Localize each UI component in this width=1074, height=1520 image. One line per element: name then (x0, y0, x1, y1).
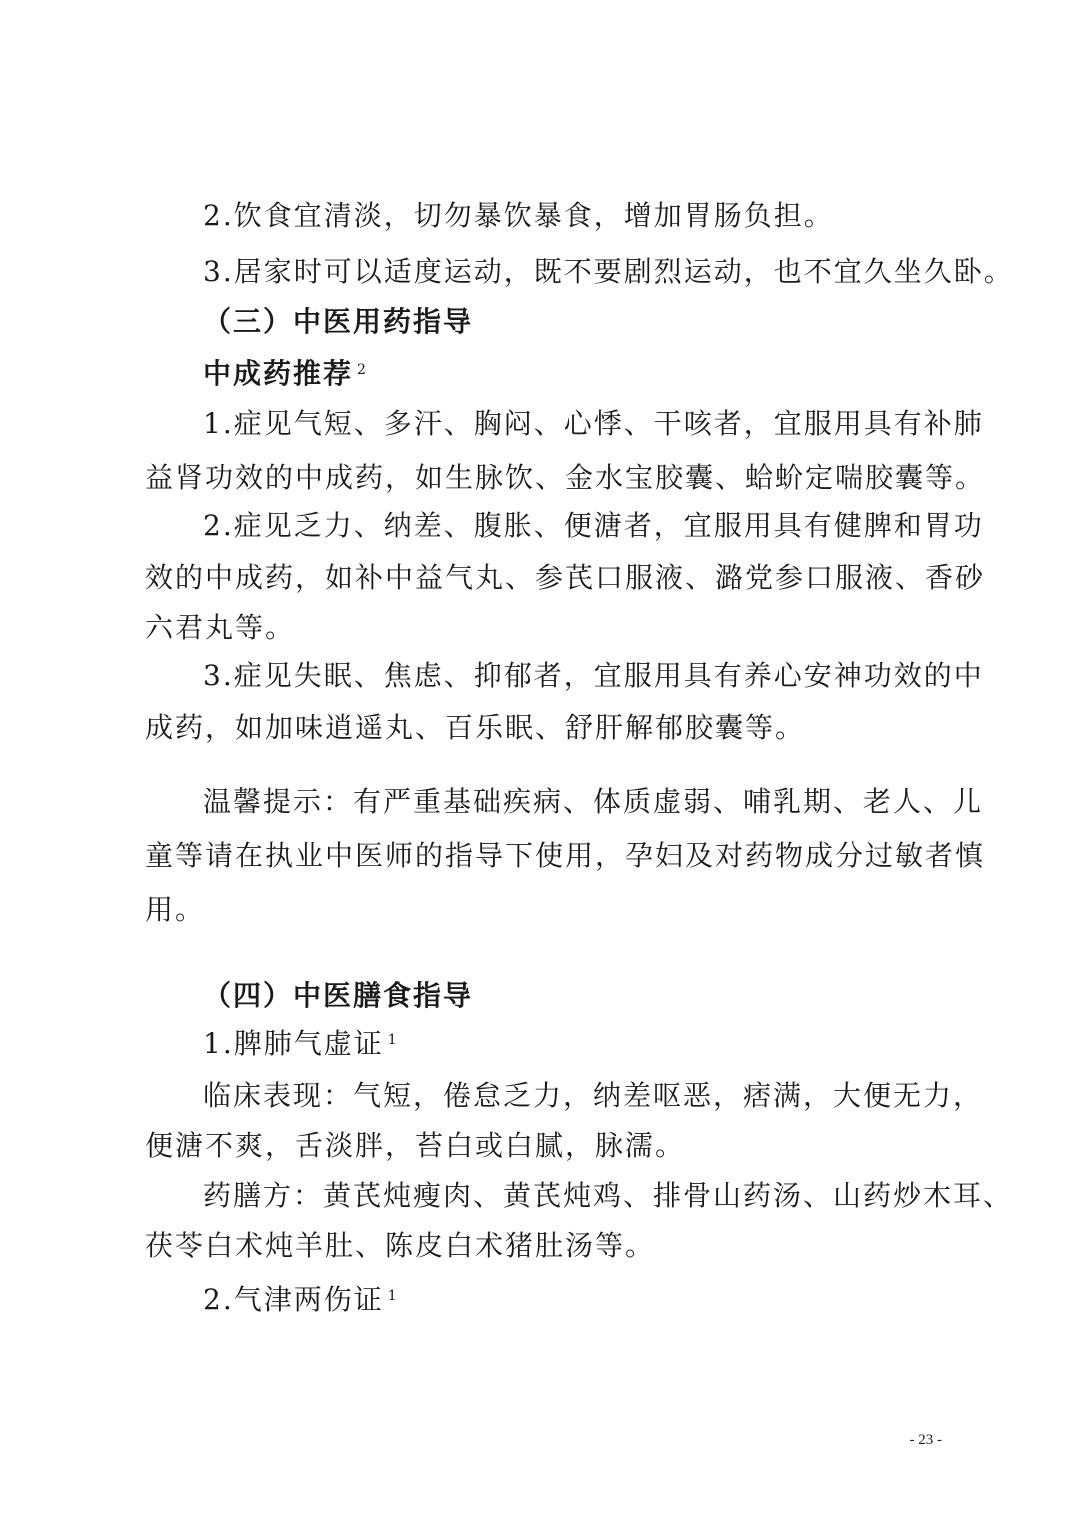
syndrome-2-title-text: 2.气津两伤证 (203, 1283, 384, 1316)
medicine-item-1-line-1: 1.症见气短、多汗、胸闷、心悸、干咳者，宜服用具有补肺 (203, 407, 984, 440)
medicine-item-3-line-2: 成药，如加味逍遥丸、百乐眠、舒肝解郁胶囊等。 (145, 711, 806, 744)
diet-item-3: 3.居家时可以适度运动，既不要剧烈运动，也不宜久坐久卧。 (203, 255, 1014, 288)
clinical-line-2: 便溏不爽，舌淡胖，苔白或白腻，脉濡。 (145, 1129, 686, 1162)
section-4-heading: （四）中医膳食指导 (203, 979, 474, 1012)
medicine-item-1-line-2: 益肾功效的中成药，如生脉饮、金水宝胶囊、蛤蚧定喘胶囊等。 (145, 461, 986, 494)
diet-item-2: 2.饮食宜清淡，切勿暴饮暴食，增加胃肠负担。 (203, 199, 834, 232)
page-number: - 23 - (909, 1432, 942, 1448)
medicine-item-3-line-1: 3.症见失眠、焦虑、抑郁者，宜服用具有养心安神功效的中 (203, 659, 984, 692)
section-3-heading: （三）中医用药指导 (203, 305, 474, 338)
section-3-subheading (203, 354, 1003, 394)
warm-tip-line-1: 温馨提示：有严重基础疾病、体质虚弱、哺乳期、老人、儿 (203, 785, 984, 818)
recipe-line-2: 茯苓白术炖羊肚、陈皮白术猪肚汤等。 (145, 1229, 656, 1262)
clinical-line-1: 临床表现：气短，倦怠乏力，纳差呕恶，痞满，大便无力， (203, 1079, 984, 1112)
footnote-ref: 1 (387, 1288, 397, 1304)
warm-tip-line-2: 童等请在执业中医师的指导下使用，孕妇及对药物成分过敏者慎 (145, 839, 986, 872)
syndrome-2-title (203, 1280, 1003, 1320)
medicine-item-2-line-1: 2.症见乏力、纳差、腹胀、便溏者，宜服用具有健脾和胃功 (203, 509, 984, 542)
warm-tip-line-3: 用。 (145, 893, 206, 926)
footnote-ref: 1 (387, 1032, 397, 1048)
recipe-line-1: 药膳方：黄芪炖瘦肉、黄芪炖鸡、排骨山药汤、山药炒木耳、 (203, 1179, 1014, 1212)
subheading-text: 中成药推荐 (203, 357, 354, 390)
medicine-item-2-line-3: 六君丸等。 (145, 611, 296, 644)
syndrome-1-title (203, 1024, 1003, 1064)
syndrome-1-title-text: 1.脾肺气虚证 (203, 1027, 384, 1060)
footnote-ref: 2 (357, 362, 366, 378)
medicine-item-2-line-2: 效的中成药，如补中益气丸、参芪口服液、潞党参口服液、香砂 (145, 561, 986, 594)
